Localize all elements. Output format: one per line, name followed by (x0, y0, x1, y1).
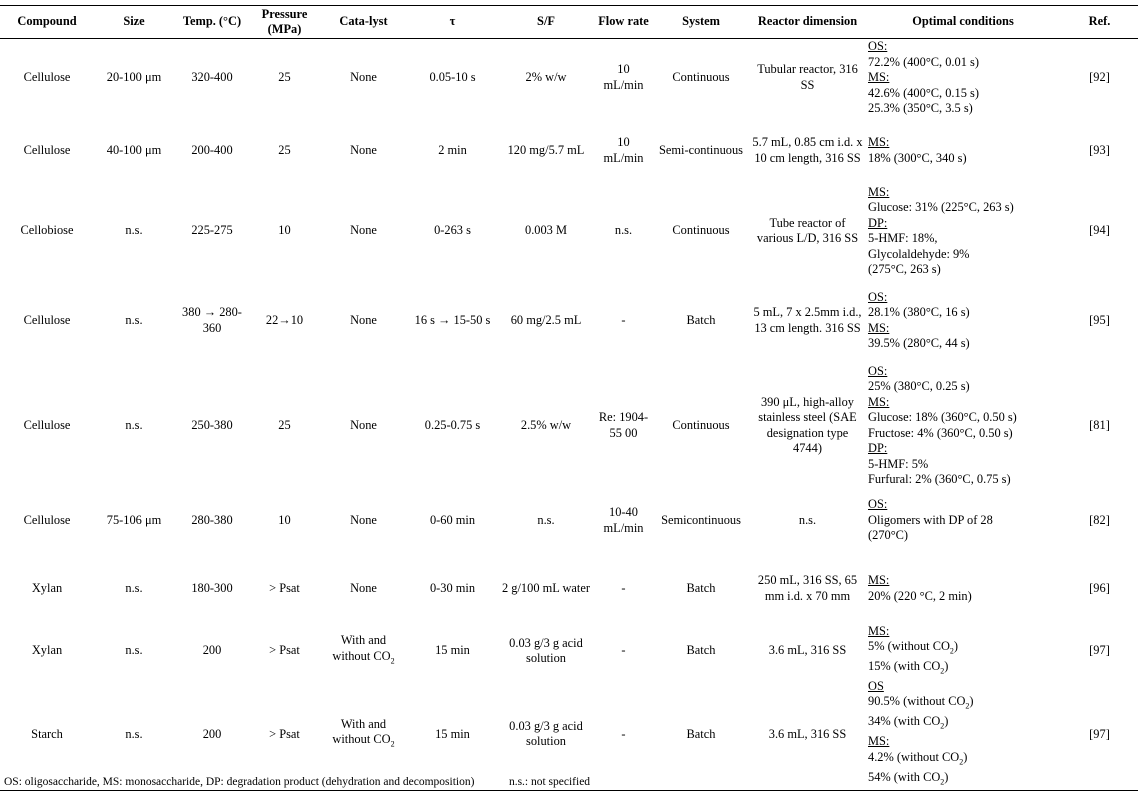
cell-system: Semicontinuous (661, 512, 741, 527)
cell-optimal-conditions (865, 364, 1061, 488)
cell-system: Continuous (672, 70, 730, 84)
cell-compound: Xylan (31, 643, 63, 658)
optimal-line: MS: (868, 135, 890, 149)
cell-optimal-conditions (865, 679, 1061, 790)
table-body (0, 39, 1138, 791)
cell-flow: 10 mL/min (603, 62, 644, 92)
cell-sf: 2.5% w/w (520, 417, 572, 432)
cell-pressure: > Psat (269, 580, 300, 595)
cell-sf: 2 g/100 mL water (502, 580, 590, 595)
cell-pressure: 25 (278, 417, 291, 432)
cell-flow: - (621, 312, 626, 327)
cell-catalyst: None (350, 580, 377, 595)
cell-tau: 0-263 s (434, 223, 471, 238)
optimal-line: 5-HMF: 18%, (868, 231, 938, 245)
cell-ref: [97] (1089, 643, 1110, 658)
optimal-line: OS: (868, 39, 888, 53)
optimal-line: OS: (868, 497, 888, 512)
cell-tau: 16 s → 15-50 s (414, 312, 491, 327)
table-row (0, 278, 1138, 364)
header-row (0, 6, 1138, 39)
cell-catalyst: None (350, 512, 377, 527)
cell-ref: [92] (1089, 70, 1110, 84)
cell-sf: 2% w/w (525, 70, 567, 84)
header-pressure: Pressure (MPa) (250, 6, 319, 39)
cell-tau: 15 min (435, 643, 470, 658)
cell-size: 40-100 μm (106, 142, 162, 157)
cell-size: n.s. (125, 223, 143, 238)
cell-temp: 180-300 (191, 580, 233, 595)
cell-sf: 0.03 g/3 g acid solution (509, 635, 583, 666)
cell-reactor: 5 mL, 7 x 2.5mm i.d., 13 cm length. 316 SS (753, 305, 862, 335)
cell-catalyst: None (350, 70, 377, 84)
cell-temp: 250-380 (191, 417, 233, 432)
optimal-line: MS: (868, 623, 890, 638)
cell-sf: 120 mg/5.7 mL (507, 142, 585, 157)
cell-tau: 0.05-10 s (429, 70, 476, 84)
cell-flow: - (595, 679, 652, 790)
optimal-line: 42.6% (400°C, 0.15 s) (868, 85, 979, 100)
cell-ref: [95] (1089, 312, 1110, 327)
cell-system: Batch (686, 580, 716, 595)
cell-catalyst: None (350, 142, 377, 157)
header-ref: Ref. (1061, 6, 1138, 39)
cell-system: Batch (652, 679, 750, 790)
footnote (4, 775, 590, 789)
optimal-line: 28.1% (380°C, 16 s) (868, 305, 970, 319)
optimal-line: (275°C, 263 s) (868, 262, 941, 276)
header-optimal-conditions: Optimal conditions (865, 6, 1061, 39)
cell-reactor: Tube reactor of various L/D, 316 SS (756, 215, 859, 245)
optimal-line: OS: (868, 289, 888, 304)
cell-ref: [96] (1089, 580, 1110, 595)
optimal-line: 39.5% (280°C, 44 s) (868, 336, 970, 350)
cell-flow: - (621, 643, 626, 658)
cell-temp: 200 (174, 679, 250, 790)
optimal-line: DP: (868, 215, 888, 230)
optimal-line: Glycolaldehyde: 9% (868, 246, 970, 261)
cell-flow: 10 mL/min (603, 135, 644, 165)
table-row (0, 117, 1138, 185)
cell-optimal-conditions (865, 554, 1061, 624)
cell-compound: Cellulose (23, 142, 71, 157)
header-sf: S/F (497, 6, 595, 39)
cell-temp: 380 → 280-360 (182, 305, 242, 335)
cell-reactor: 5.7 mL, 0.85 cm i.d. x 10 cm length, 316 SS (752, 135, 863, 165)
table-row (0, 39, 1138, 117)
table-row (0, 554, 1138, 624)
cell-tau: 2 min (438, 142, 467, 157)
optimal-line: MS: (868, 320, 890, 335)
table-row (0, 624, 1138, 679)
cell-size: n.s. (125, 417, 143, 432)
cell-temp: 280-380 (191, 512, 233, 527)
optimal-line: Furfural: 2% (360°C, 0.75 s) (868, 472, 1011, 486)
optimal-line: 5-HMF: 5% (868, 456, 929, 471)
optimal-line: 90.5% (without $CO_2$) (868, 694, 974, 711)
cell-reactor: 390 μL, high-alloy stainless steel (SAE designation type 4744) (758, 394, 857, 455)
cell-reactor: 3.6 mL, 316 SS (768, 643, 847, 658)
cell-compound: Starch (0, 679, 94, 790)
cell-optimal-conditions (865, 185, 1061, 278)
cell-reactor: 3.6 mL, 316 SS (750, 679, 865, 790)
header-catalyst: Cata-lyst (319, 6, 408, 39)
data-table (0, 5, 1138, 791)
optimal-line: (270°C) (868, 528, 909, 543)
table-row (0, 364, 1138, 488)
cell-catalyst: With and without $CO_2$ (332, 633, 395, 666)
cell-system: Continuous (672, 417, 730, 432)
cell-compound: Cellulose (23, 417, 71, 432)
optimal-line: OS: (868, 363, 888, 378)
cell-sf: 0.003 M (525, 223, 567, 238)
optimal-line: 72.2% (400°C, 0.01 s) (868, 54, 979, 69)
cell-temp: 225-275 (191, 223, 233, 238)
optimal-line: MS: (868, 70, 890, 84)
cell-pressure: 25 (278, 70, 291, 84)
cell-size: n.s. (125, 643, 143, 658)
cell-flow: - (621, 580, 626, 595)
cell-sf: 0.03 g/3 g acid solution (497, 679, 595, 790)
cell-tau: 15 min (408, 679, 497, 790)
header-compound: Compound (0, 6, 94, 39)
cell-ref: [94] (1089, 223, 1110, 238)
table-row (0, 488, 1138, 554)
cell-size: n.s. (125, 580, 143, 595)
table-row (0, 679, 1138, 790)
optimal-line: Oligomers with DP of 28 (868, 512, 993, 527)
optimal-line: 20% (220 °C, 2 min) (868, 588, 972, 603)
optimal-line: MS: (868, 573, 890, 587)
header-flow-rate: Flow rate (595, 6, 652, 39)
cell-size: 75-106 μm (106, 512, 162, 527)
cell-optimal-conditions (865, 624, 1061, 679)
cell-size: 20-100 μm (106, 70, 162, 84)
optimal-line: 4.2% (without $CO_2$) (868, 749, 968, 767)
cell-pressure: 25 (278, 142, 291, 157)
cell-ref: [93] (1089, 142, 1110, 157)
optimal-line: 18% (300°C, 340 s) (868, 150, 967, 165)
cell-compound: Cellulose (23, 312, 71, 327)
optimal-line: MS: (868, 184, 890, 199)
optimal-line: 54% (with $CO_2$) (868, 769, 949, 787)
cell-sf: n.s. (537, 512, 555, 527)
optimal-line: OS (868, 678, 884, 693)
cell-catalyst: None (350, 312, 377, 327)
cell-flow: n.s. (614, 223, 633, 238)
cell-tau: 0-30 min (429, 580, 476, 595)
cell-pressure: 22→10 (265, 312, 304, 327)
cell-catalyst: None (350, 223, 377, 238)
cell-catalyst: None (350, 417, 377, 432)
cell-optimal-conditions (865, 488, 1061, 554)
table-row (0, 185, 1138, 278)
cell-system: Batch (686, 312, 716, 327)
cell-system: Batch (686, 643, 716, 658)
cell-sf: 60 mg/2.5 mL (510, 312, 582, 327)
cell-compound: Cellulose (23, 512, 71, 527)
cell-flow: 10-40 mL/min (603, 505, 644, 535)
optimal-line: Fructose: 4% (360°C, 0.50 s) (868, 425, 1013, 440)
cell-size: n.s. (125, 312, 143, 327)
optimal-line: MS: (868, 734, 890, 749)
cell-pressure: > Psat (269, 643, 300, 658)
cell-catalyst: With and without $CO_2$ (319, 679, 408, 790)
cell-ref: [82] (1089, 512, 1110, 527)
cell-optimal-conditions (865, 117, 1061, 185)
cell-system: Semi-continuous (659, 142, 743, 157)
footnote-not-specified: n.s.: not specified (508, 776, 591, 788)
optimal-line: 25% (380°C, 0.25 s) (868, 379, 970, 393)
header-size: Size (94, 6, 174, 39)
optimal-line: 15% (with $CO_2$) (868, 658, 949, 676)
header-system: System (652, 6, 750, 39)
optimal-line: 34% (with $CO_2$) (868, 714, 949, 731)
cell-reactor: n.s. (798, 512, 817, 527)
footnote-abbreviations: OS: oligosaccharide, MS: monosaccharide, DP: degradation product (dehydration and decomposition) (4, 776, 475, 788)
cell-tau: 0-60 min (429, 512, 476, 527)
cell-temp: 200-400 (191, 142, 233, 157)
cell-system: Continuous (672, 223, 730, 238)
cell-flow: Re: 1904-55 00 (598, 410, 649, 440)
cell-ref: [81] (1089, 417, 1110, 432)
cell-reactor: Tubular reactor, 316 SS (757, 62, 858, 92)
optimal-line: 5% (without $CO_2$) (868, 639, 959, 656)
optimal-line: 25.3% (350°C, 3.5 s) (868, 101, 973, 115)
cell-compound: Xylan (31, 580, 63, 595)
header-tau: τ (408, 6, 497, 39)
cell-reactor: 250 mL, 316 SS, 65 mm i.d. x 70 mm (757, 573, 858, 603)
cell-compound: Cellobiose (20, 223, 74, 238)
optimal-line: MS: (868, 394, 890, 409)
cell-temp: 200 (202, 643, 222, 658)
optimal-line: DP: (868, 441, 888, 455)
cell-size: n.s. (94, 679, 174, 790)
cell-pressure: > Psat (250, 679, 319, 790)
cell-pressure: 10 (278, 223, 291, 238)
cell-optimal-conditions (865, 278, 1061, 364)
header-reactor-dimension: Reactor dimension (750, 6, 865, 39)
optimal-line: Glucose: 31% (225°C, 263 s) (868, 200, 1014, 214)
cell-optimal-conditions (865, 39, 1061, 117)
cell-pressure: 10 (278, 512, 291, 527)
cell-compound: Cellulose (23, 70, 71, 84)
cell-ref: [97] (1061, 679, 1138, 790)
optimal-line: Glucose: 18% (360°C, 0.50 s) (868, 410, 1017, 424)
header-temp: Temp. (°C) (174, 6, 250, 39)
cell-tau: 0.25-0.75 s (424, 417, 481, 432)
cell-temp: 320-400 (191, 70, 233, 84)
